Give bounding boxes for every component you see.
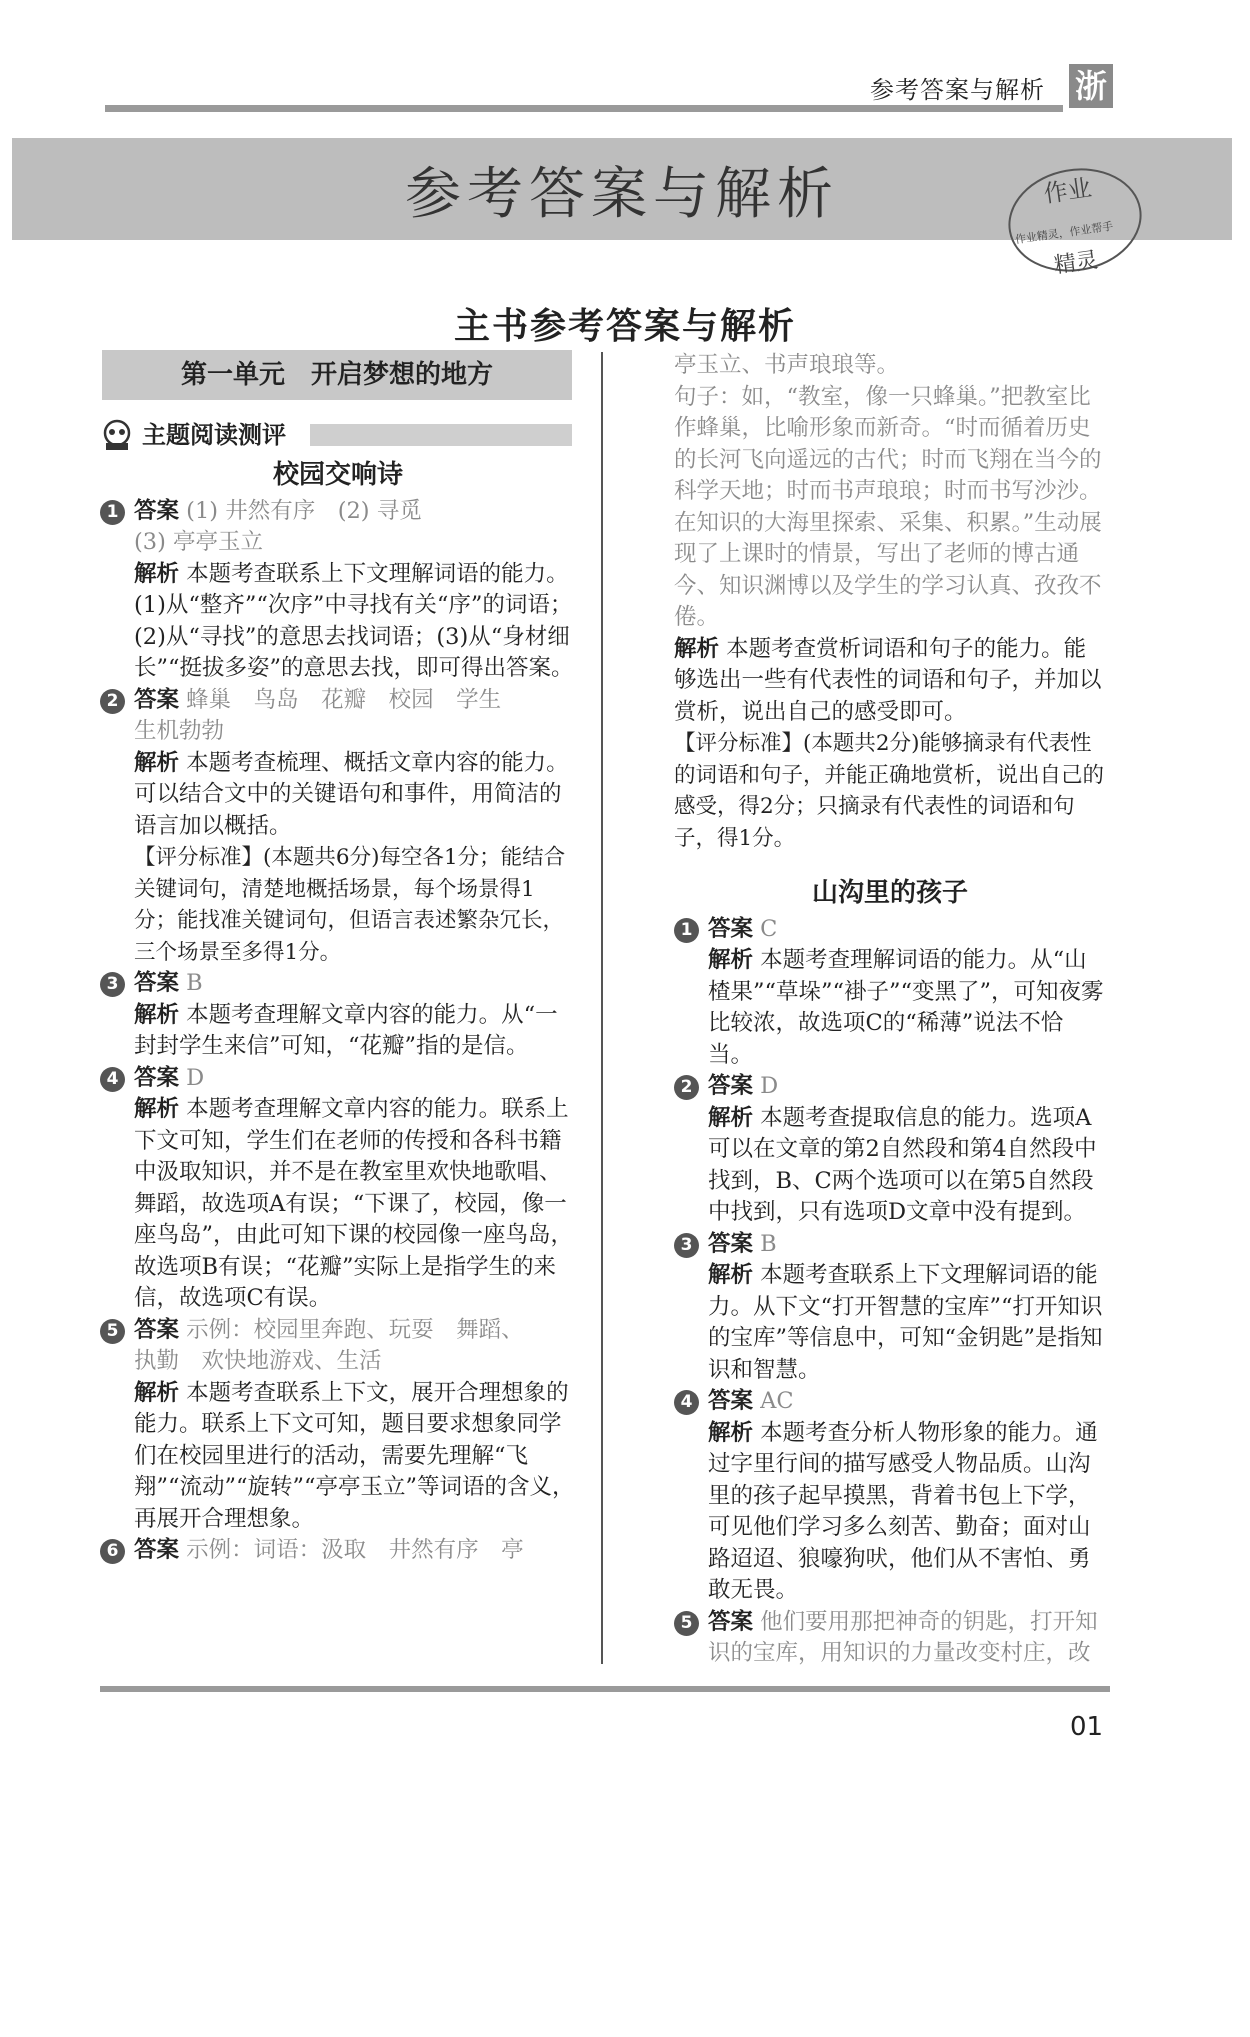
question-number: 4 bbox=[674, 1390, 699, 1415]
answer-text: C bbox=[760, 915, 778, 942]
page-number: 01 bbox=[1070, 1712, 1104, 1742]
logo-top-text: 作业 bbox=[1041, 173, 1094, 209]
column-divider bbox=[601, 352, 603, 1664]
section-title-campus: 校园交响诗 bbox=[272, 460, 403, 490]
answer-text-cont: (3) 亭亭玉立 bbox=[134, 529, 264, 555]
header-rule bbox=[105, 105, 1063, 112]
analysis-text: 本题考查理解词语的能力。从“山楂果”“草垛”“褂子”“变黑了”，可知夜雾比较浓，故选项C的“稀薄”说法不恰当。 bbox=[708, 947, 1104, 1068]
answer-text: 示例：校园里奔跑、玩耍 舞蹈、 bbox=[186, 1316, 524, 1343]
answer-label: 答案 bbox=[134, 497, 180, 524]
section-title-mountain: 山沟里的孩子 bbox=[811, 878, 968, 908]
answer-label: 答案 bbox=[708, 1388, 754, 1414]
question-3 bbox=[674, 1229, 1106, 1387]
question-number: 5 bbox=[100, 1319, 125, 1344]
question-number: 3 bbox=[100, 972, 125, 997]
answer-text: (1) 井然有序 (2) 寻觅 bbox=[186, 497, 422, 524]
analysis-label: 解析 bbox=[708, 1419, 754, 1446]
theme-heading-text: 主题阅读测评 bbox=[142, 421, 286, 449]
answer-continuation: 亭玉立、书声琅琅等。 bbox=[674, 352, 900, 378]
answer-label: 答案 bbox=[708, 1230, 754, 1257]
unit-title: 第一单元 开启梦想的地方 bbox=[102, 350, 572, 400]
analysis-label: 解析 bbox=[674, 635, 720, 662]
question-number: 5 bbox=[674, 1611, 699, 1636]
answer-label: 答案 bbox=[134, 686, 180, 713]
answer-text: 示例：词语：汲取 井然有序 亭 bbox=[186, 1537, 524, 1563]
question-2 bbox=[100, 685, 576, 969]
answer-text: D bbox=[760, 1073, 779, 1099]
answer-label: 答案 bbox=[134, 1316, 180, 1343]
question-1 bbox=[674, 914, 1106, 1072]
question-number: 2 bbox=[674, 1075, 699, 1100]
analysis-text: 本题考查联系上下文理解词语的能力。(1)从“整齐”“次序”中寻找有关“序”的词语；(2)从“寻找”的意思去找词语；(3)从“身材细长”“挺拔多姿”的意思去找，即可得出答案。 bbox=[134, 560, 574, 681]
analysis-label: 解析 bbox=[134, 1001, 180, 1028]
question-number: 3 bbox=[674, 1233, 699, 1258]
right-column bbox=[674, 350, 1106, 1670]
theme-heading-bar bbox=[310, 424, 572, 446]
analysis-label: 解析 bbox=[708, 1262, 754, 1288]
question-number: 1 bbox=[100, 500, 125, 525]
answer-text: B bbox=[760, 1230, 777, 1257]
question-5 bbox=[674, 1607, 1106, 1670]
analysis-label: 解析 bbox=[134, 749, 180, 776]
running-header bbox=[105, 60, 1115, 112]
analysis-text: 本题考查联系上下文理解词语的能力。从下文“打开智慧的宝库”“打开知识的宝库”等信息中，可知“金钥匙”是指知识和智慧。 bbox=[708, 1262, 1103, 1383]
answer-sentence-example: 句子：如，“教室，像一只蜂巢。”把教室比作蜂巢，比喻形象而新奇。“时而循着历史的长河飞向遥远的古代；时而飞翔在当今的科学天地；时而书声琅琅；时而书写沙沙。在知识的大海里探索、采集、积累。”生动展现了上课时的情景，写出了老师的博古通今、知识渊博以及学生的学习认真、孜孜不倦。 bbox=[674, 383, 1102, 630]
footer-rule bbox=[100, 1686, 1110, 1692]
banner-title: 参考答案与解析 bbox=[405, 162, 839, 227]
question-number: 4 bbox=[100, 1067, 125, 1092]
question-number: 1 bbox=[674, 918, 699, 943]
scoring-standard: 【评分标准】(本题共6分)每空各1分；能结合关键词句，清楚地概括场景，每个场景得1分；能找准关键词句，但语言表述繁杂冗长，三个场景至多得1分。 bbox=[134, 845, 566, 965]
question-6 bbox=[100, 1535, 576, 1567]
question-4 bbox=[674, 1386, 1106, 1607]
province-badge: 浙 bbox=[1069, 64, 1113, 108]
answer-label: 答案 bbox=[708, 915, 754, 942]
analysis-label: 解析 bbox=[708, 1104, 754, 1131]
answer-text: 他们要用那把神奇的钥匙，打开知识的宝库，用知识的力量改变村庄，改 bbox=[708, 1608, 1098, 1666]
answer-label: 答案 bbox=[708, 1608, 754, 1635]
answer-text: 蜂巢 鸟岛 花瓣 校园 学生 bbox=[186, 686, 502, 713]
analysis-text: 本题考查理解文章内容的能力。联系上下文可知，学生们在老师的传授和各科书籍中汲取知识，并不是在教室里欢快地歌唱、舞蹈，故选项A有误；“下课了，校园，像一座鸟岛”，由此可知下课的校园像一座鸟岛，故选项B有误；“花瓣”实际上是指学生的来信，故选项C有误。 bbox=[134, 1096, 574, 1311]
analysis-label: 解析 bbox=[134, 1379, 180, 1406]
analysis-text: 本题考查理解文章内容的能力。从“一封封学生来信”可知，“花瓣”指的是信。 bbox=[134, 1001, 558, 1059]
question-4 bbox=[100, 1063, 576, 1315]
question-3 bbox=[100, 968, 576, 1063]
analysis-text: 本题考查提取信息的能力。选项A可以在文章的第2自然段和第4自然段中找到，B、C两个选项可以在第5自然段中找到，只有选项D文章中没有提到。 bbox=[708, 1104, 1097, 1225]
answer-text-cont: 执勤 欢快地游戏、生活 bbox=[134, 1348, 382, 1374]
left-column bbox=[100, 350, 576, 1567]
question-1 bbox=[100, 496, 576, 685]
answer-text-cont: 生机勃勃 bbox=[134, 718, 225, 744]
reading-owl-icon bbox=[100, 418, 134, 452]
logo-middle-text: 作业精灵，作业帮手 bbox=[1014, 219, 1115, 247]
question-number: 2 bbox=[100, 689, 125, 714]
answer-text: D bbox=[186, 1064, 205, 1091]
analysis-text: 本题考查分析人物形象的能力。通过字里行间的描写感受人物品质。山沟里的孩子起早摸黑，背着书包上下学，可见他们学习多么刻苦、勤奋；面对山路迢迢、狼嚎狗吠，他们从不害怕、勇敢无畏。 bbox=[708, 1419, 1098, 1603]
analysis-label: 解析 bbox=[134, 1096, 180, 1122]
answer-text: AC bbox=[760, 1388, 794, 1414]
analysis-text: 本题考查赏析词语和句子的能力。能够选出一些有代表性的词语和句子，并加以赏析，说出自己的感受即可。 bbox=[674, 635, 1102, 725]
question-number: 6 bbox=[100, 1539, 125, 1564]
answer-label: 答案 bbox=[134, 1537, 180, 1563]
analysis-text: 本题考查梳理、概括文章内容的能力。可以结合文中的关键语句和事件，用简洁的语言加以概括。 bbox=[134, 749, 569, 839]
answer-label: 答案 bbox=[134, 1064, 180, 1091]
question-2 bbox=[674, 1071, 1106, 1229]
zuoye-jingling-logo bbox=[1005, 160, 1155, 295]
question-5 bbox=[100, 1315, 576, 1536]
analysis-label: 解析 bbox=[134, 560, 180, 587]
logo-bottom-text: 精灵 bbox=[1052, 247, 1100, 279]
analysis-label: 解析 bbox=[708, 947, 754, 973]
theme-heading bbox=[100, 418, 576, 454]
analysis-text: 本题考查联系上下文，展开合理想象的能力。联系上下文可知，题目要求想象同学们在校园里进行的活动，需要先理解“飞翔”“流动”“旋转”“亭亭玉立”等词语的含义，再展开合理想象。 bbox=[134, 1379, 575, 1532]
answer-label: 答案 bbox=[134, 970, 180, 996]
main-title: 主书参考答案与解析 bbox=[453, 306, 796, 347]
answer-text: B bbox=[186, 970, 203, 996]
answer-label: 答案 bbox=[708, 1073, 754, 1099]
scoring-standard: 【评分标准】(本题共2分)能够摘录有代表性的词语和句子，并能正确地赏析，说出自己的感受，得2分；只摘录有代表性的词语和句子，得1分。 bbox=[674, 731, 1105, 851]
running-header-text: 参考答案与解析 bbox=[870, 76, 1045, 104]
